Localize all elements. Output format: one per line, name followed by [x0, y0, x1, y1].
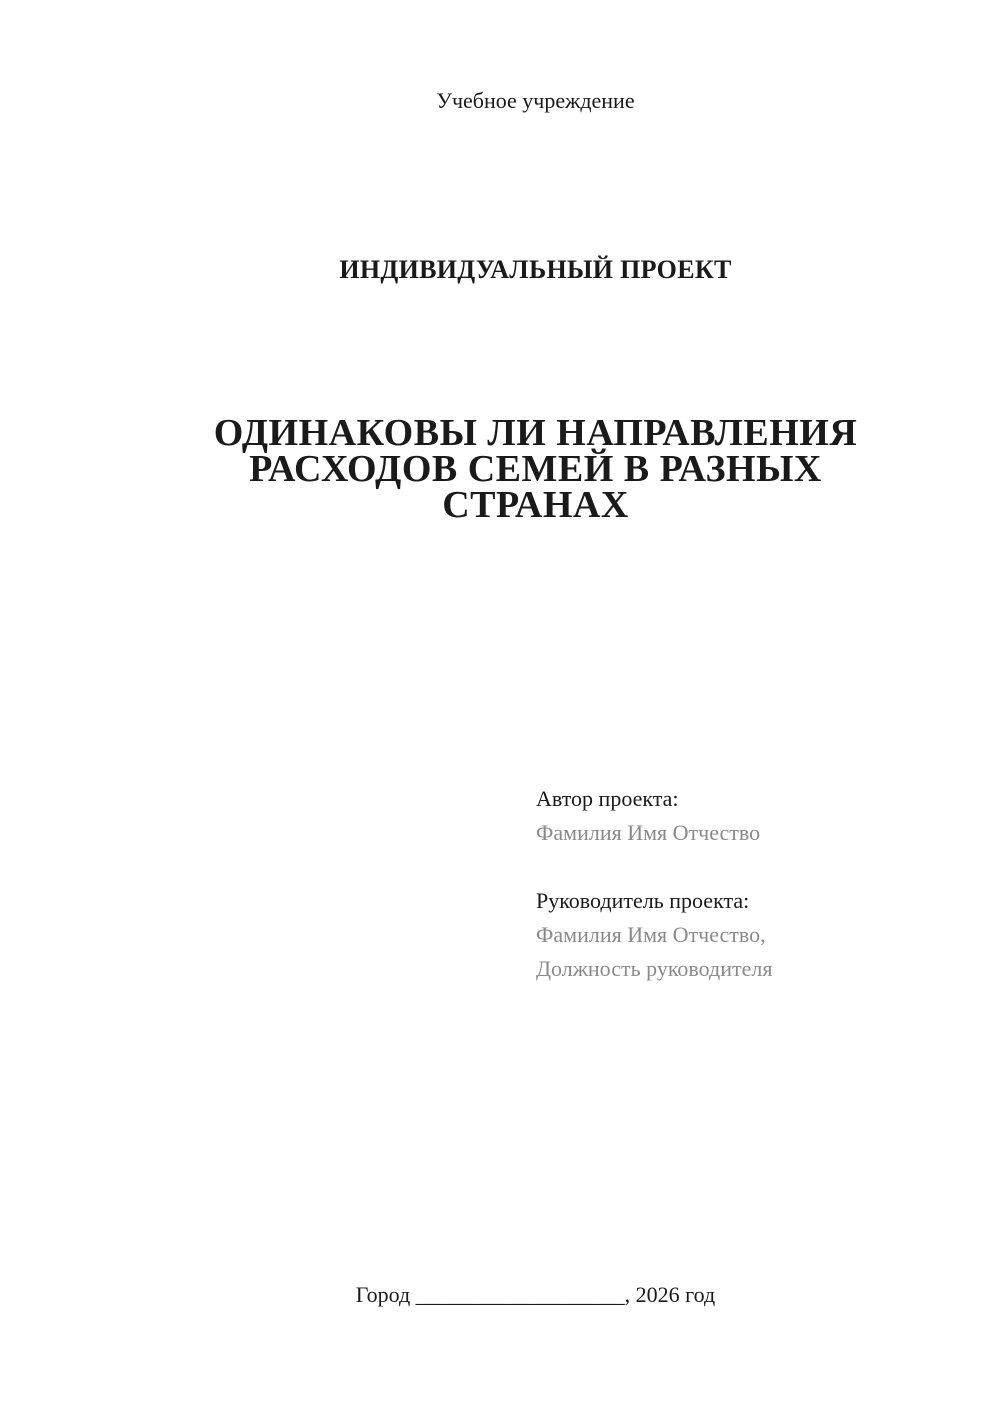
supervisor-position-placeholder: Должность руководителя: [536, 956, 773, 981]
project-title-line-1: ОДИНАКОВЫ ЛИ НАПРАВЛЕНИЯ: [213, 412, 858, 454]
credits-block: [536, 782, 772, 986]
author-label: Автор проекта:: [536, 786, 679, 811]
supervisor-name-placeholder: Фамилия Имя Отчество,: [536, 922, 766, 947]
project-title-line-3: СТРАНАХ: [442, 484, 629, 526]
credits-spacer: [536, 850, 772, 884]
project-title-line-2: РАСХОДОВ СЕМЕЙ В РАЗНЫХ: [249, 448, 822, 490]
project-type-heading: ИНДИВИДУАЛЬНЫЙ ПРОЕКТ: [339, 255, 732, 284]
city-year-line: Город ___________________, 2026 год: [355, 1282, 716, 1307]
author-name-placeholder: Фамилия Имя Отчество: [536, 820, 761, 845]
project-title: [142, 412, 929, 526]
institution-name: Учебное учреждение: [436, 88, 635, 113]
supervisor-label: Руководитель проекта:: [536, 888, 750, 913]
